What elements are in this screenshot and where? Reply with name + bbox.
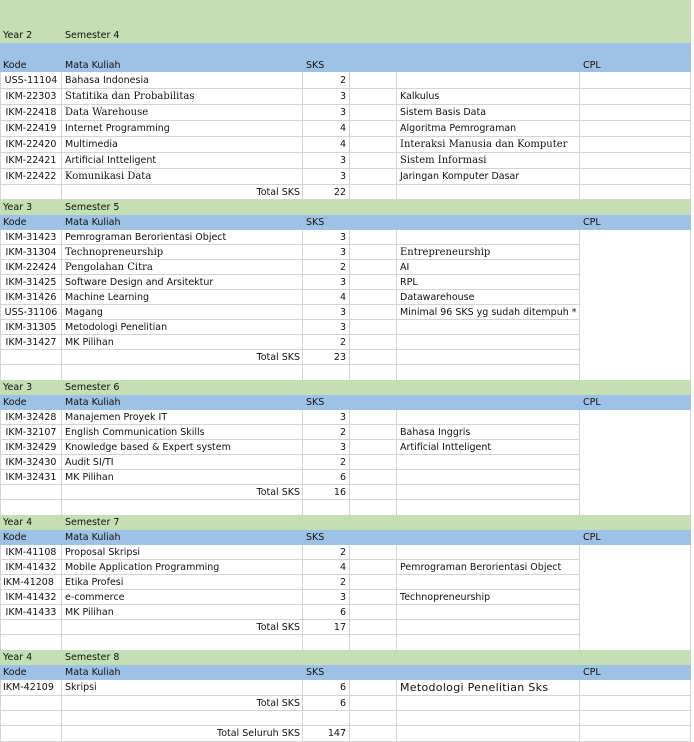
semester-8-header: Year 4 Semester 8: [0, 650, 691, 665]
table-row[interactable]: IKM-31304 Technopreneurship 3 Entrepreneurship: [0, 245, 691, 260]
grand-total-label: Total Seluruh SKS: [62, 726, 303, 742]
semester-total: 16: [303, 485, 350, 500]
col-mata-kuliah: Mata Kuliah: [65, 60, 121, 71]
grand-total-value: 147: [303, 726, 350, 742]
table-row[interactable]: IKM-31426 Machine Learning 4 Datawarehouse: [0, 290, 691, 305]
table-row[interactable]: USS-11104 Bahasa Indonesia 2: [0, 72, 691, 89]
spacer-row: [0, 365, 691, 380]
table-row[interactable]: IKM-32429 Knowledge based & Expert system 3 Artificial Intteligent: [0, 440, 691, 455]
table-row[interactable]: IKM-32107 English Communication Skills 2 Bahasa Inggris: [0, 425, 691, 440]
table-row[interactable]: IKM-31423 Pemrograman Berorientasi Object 3: [0, 230, 691, 245]
table-row[interactable]: IKM-32431 MK Pilihan 6: [0, 470, 691, 485]
total-row: Total SKS 16: [0, 485, 691, 500]
semester-total: 17: [303, 620, 350, 635]
grand-total-row: [0, 726, 691, 742]
table-row[interactable]: IKM-22303 Statitika dan Probabilitas 3 Kalkulus: [0, 89, 691, 105]
semester-total: 23: [303, 350, 350, 365]
col-kode: Kode: [3, 60, 27, 71]
total-row: Total SKS 23: [0, 350, 691, 365]
table-row[interactable]: IKM-22418 Data Warehouse 3 Sistem Basis Data: [0, 105, 691, 121]
table-row[interactable]: IKM-41208 Etika Profesi 2: [0, 575, 691, 590]
semester-6-header: Year 3 Semester 6: [0, 380, 691, 395]
semester-total: 22: [303, 185, 350, 200]
semester-4-header: [0, 28, 691, 43]
semester-total: 6: [303, 696, 350, 711]
total-row: Total SKS 6: [0, 696, 691, 711]
year-label: Year 2: [3, 30, 33, 41]
column-header-row: Kode Mata Kuliah SKS CPL: [0, 395, 691, 410]
table-row[interactable]: IKM-22424 Pengolahan Citra 2 AI: [0, 260, 691, 275]
table-row[interactable]: USS-31106 Magang 3 Minimal 96 SKS yg sudah ditempuh *: [0, 305, 691, 320]
spacer-row: [0, 711, 691, 726]
total-row: Total SKS 17: [0, 620, 691, 635]
table-row[interactable]: IKM-31305 Metodologi Penelitian 3: [0, 320, 691, 335]
table-row[interactable]: IKM-22420 Multimedia 4 Interaksi Manusia dan Komputer: [0, 137, 691, 153]
column-header-row: Kode Mata Kuliah SKS CPL: [0, 530, 691, 545]
semester-7-header: Year 4 Semester 7: [0, 515, 691, 530]
table-row[interactable]: IKM-32430 Audit SI/TI 2: [0, 455, 691, 470]
col-sks: SKS: [306, 60, 325, 71]
column-header-row: Kode Mata Kuliah SKS CPL: [0, 215, 691, 230]
table-row[interactable]: IKM-22422 Komunikasi Data 3 Jaringan Komputer Dasar: [0, 169, 691, 185]
spacer-row: [0, 635, 691, 650]
table-row[interactable]: IKM-31427 MK Pilihan 2: [0, 335, 691, 350]
table-row[interactable]: IKM-41432 Mobile Application Programming 4 Pemrograman Berorientasi Object: [0, 560, 691, 575]
semester-label: Semester 4: [65, 30, 120, 41]
column-header-row: Kode Mata Kuliah SKS CPL: [0, 665, 691, 680]
column-header-row: [0, 43, 691, 72]
table-row[interactable]: IKM-41432 e-commerce 3 Technopreneurship: [0, 590, 691, 605]
spacer-row: [0, 500, 691, 515]
table-row[interactable]: IKM-42109 Skripsi 6 Metodologi Penelitian Sks: [0, 680, 691, 696]
col-cpl: CPL: [583, 60, 601, 71]
total-row: Total SKS 22: [0, 185, 691, 200]
semester-4-header-spacer: [0, 0, 691, 28]
table-row[interactable]: IKM-22421 Artificial Intteligent 3 Sistem Informasi: [0, 153, 691, 169]
table-row[interactable]: IKM-41108 Proposal Skripsi 2: [0, 545, 691, 560]
table-row[interactable]: IKM-22419 Internet Programming 4 Algoritma Pemrograman: [0, 121, 691, 137]
semester-5-header: Year 3 Semester 5: [0, 200, 691, 215]
table-row[interactable]: IKM-41433 MK Pilihan 6: [0, 605, 691, 620]
table-row[interactable]: IKM-31425 Software Design and Arsitektur 3 RPL: [0, 275, 691, 290]
table-row[interactable]: IKM-32428 Manajemen Proyek IT 3: [0, 410, 691, 425]
